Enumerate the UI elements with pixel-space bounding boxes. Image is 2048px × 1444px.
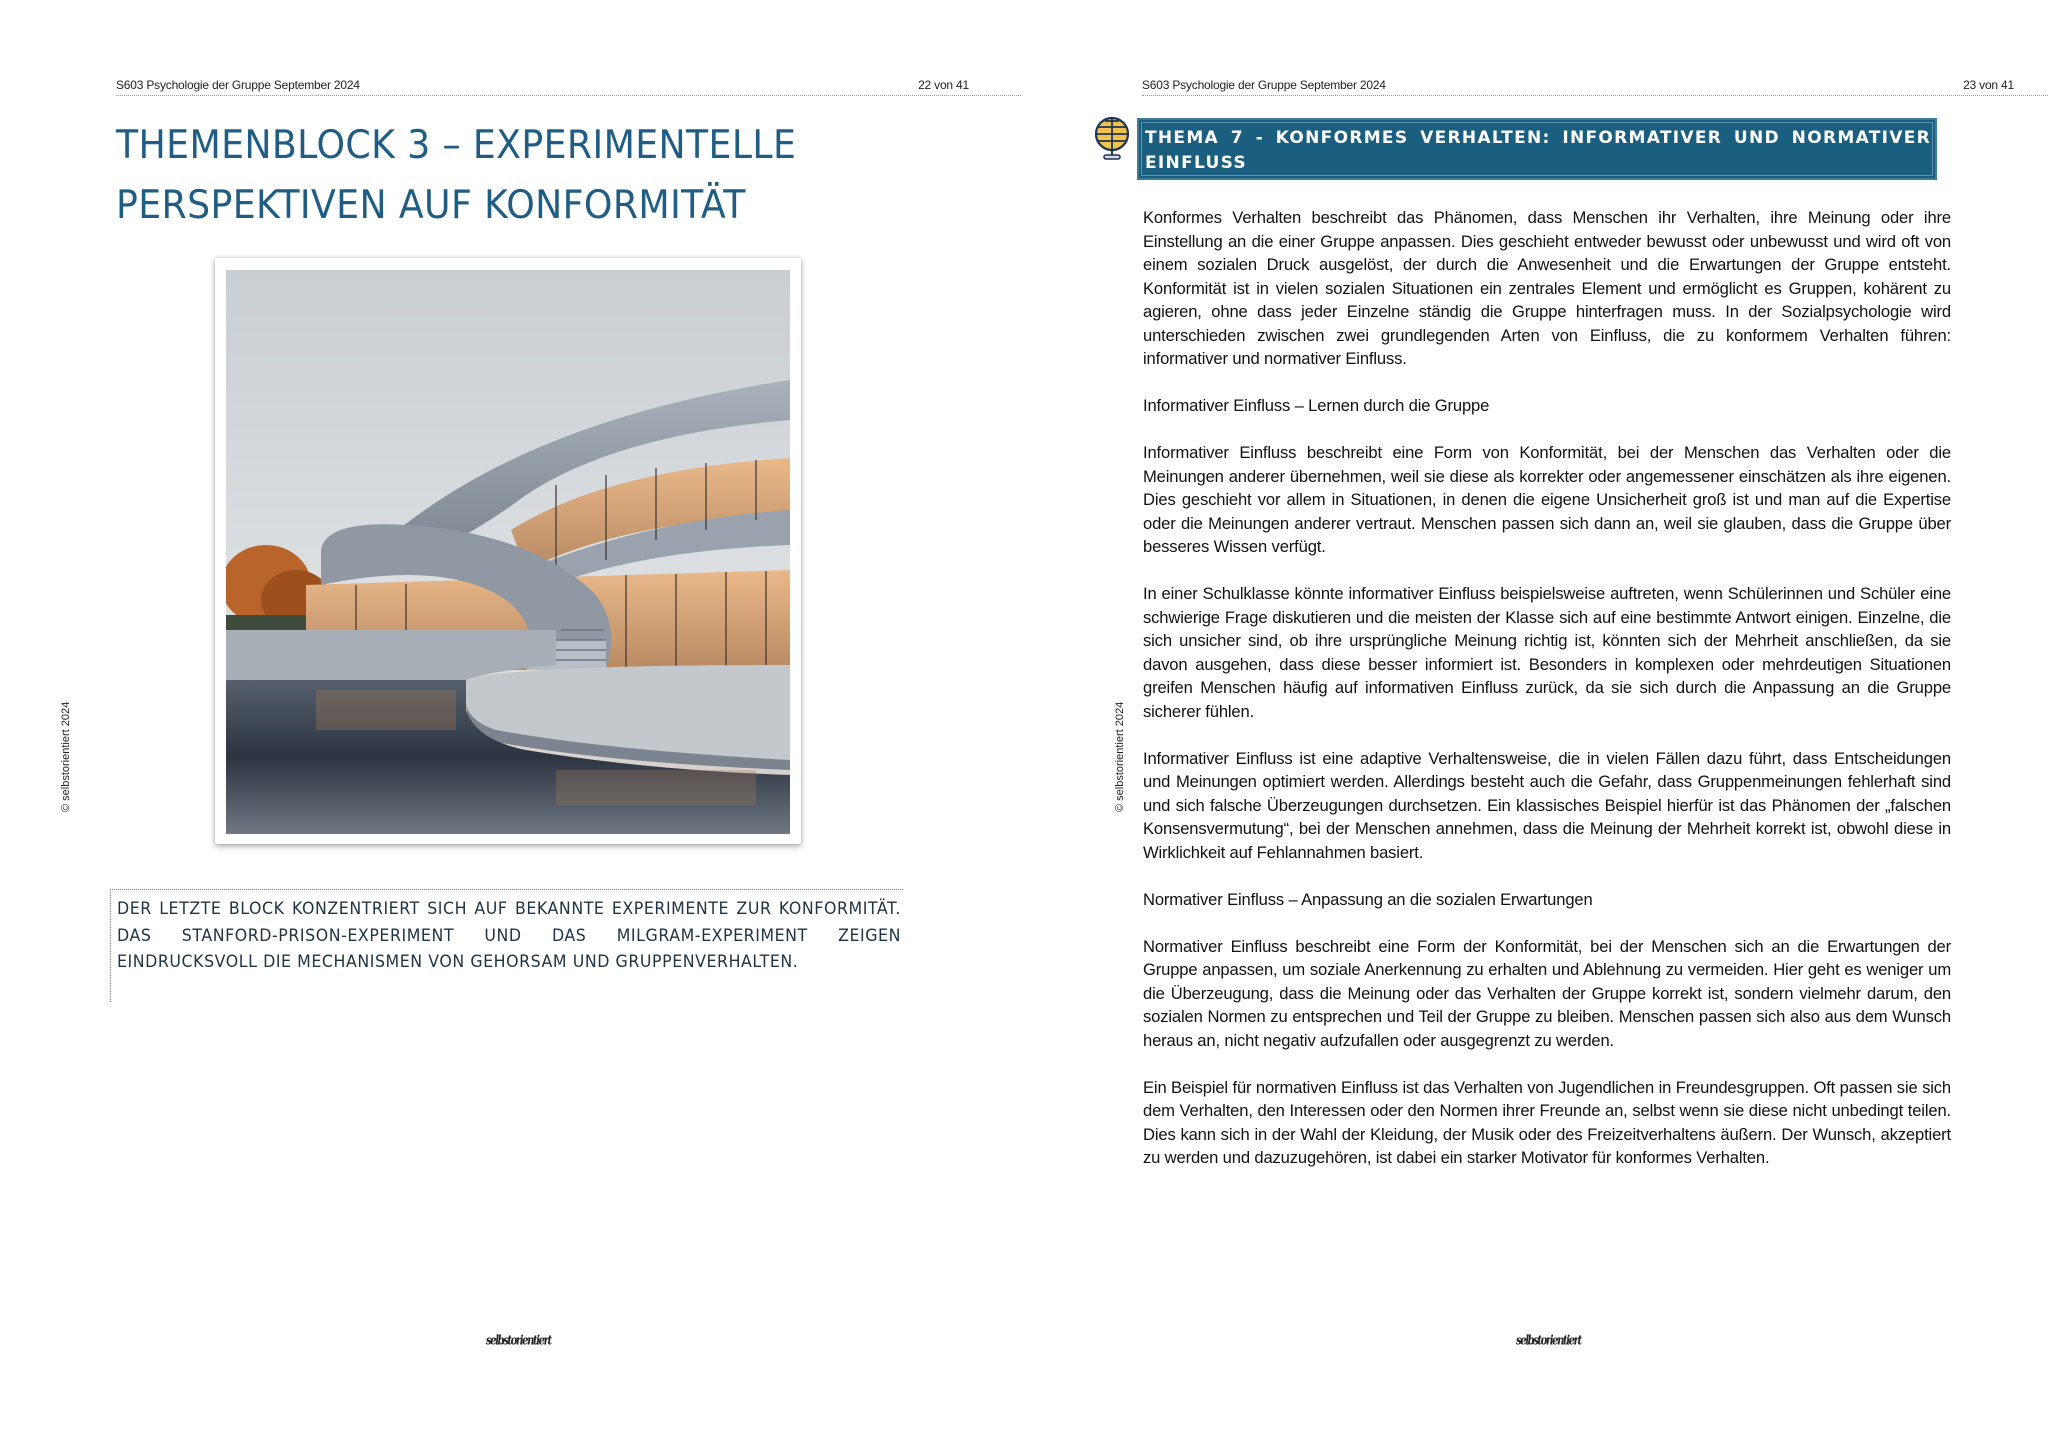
topic-header [1137,118,1937,180]
footer-logo: selbstorientiert [486,1334,551,1349]
globe-icon [1092,115,1132,163]
block-title [116,116,934,236]
topic-title: THEMA 7 - KONFORMES VERHALTEN: INFORMATIVER UND NORMATIVER EINFLUSS [1145,128,1931,173]
intro-text: DER LETZTE BLOCK KONZENTRIERT SICH AUF BEKANNTE EXPERIMENTE ZUR KONFORMITÄT. DAS STANFORD-PRISON-EXPERIMENT UND DAS MILGRAM-EXPERIMENT ZEIGEN EINDRUCKSVOLL DIE MECHANISMEN VON GEHORSAM UND GRUPPENVERHALTEN. [117,899,901,972]
body-text [1143,206,1951,1193]
copyright-label: © selbstorientiert 2024 [1114,701,1126,812]
subheading-informative: Informativer Einfluss – Lernen durch die Gruppe [1143,396,1490,415]
paragraph: In einer Schulklasse könnte informativer Einfluss beispielsweise auftreten, wenn Schülerinnen und Schüler eine schwierige Frage diskutieren und die meisten der Klasse sich auf eine bestimmte Antwort einigen. Einzelne, die sich unsicher sind, ob ihre ursprüngliche Meinung richtig ist, könnten sich der Mehrheit anschließen, da sie davon ausgehen, dass diese besser informiert ist. Besonders in komplexen oder mehrdeutigen Situationen greifen Menschen häufig auf informativen Einfluss zurück, da sie sich durch die Anpassung an die Gruppe sicherer fühlen. [1143,584,1951,721]
running-title: S603 Psychologie der Gruppe September 2024 [116,78,360,92]
running-header [1142,78,2048,96]
paragraph: Informativer Einfluss beschreibt eine Form von Konformität, bei der Menschen das Verhalten oder die Meinungen anderer übernehmen, weil sie diese als korrekter oder angemessener einschätzen als ihre eigenen. Dies geschieht vor allem in Situationen, in denen die eigene Unsicherheit groß ist und man auf die Expertise oder die Meinungen anderer vertraut. Menschen passen sich dann an, weil sie glauben, dass die Gruppe über besseres Wissen verfügt. [1143,443,1951,556]
paragraph-intro: Konformes Verhalten beschreibt das Phänomen, dass Menschen ihr Verhalten, ihre Meinung oder ihre Einstellung an die einer Gruppe anpassen. Dies geschieht entweder bewusst oder unbewusst und wird oft von einem sozialen Druck ausgelöst, der durch die Anwesenheit und die Erwartungen der Gruppe entsteht. Konformität ist in vielen sozialen Situationen ein zentrales Element und ermöglicht es Gruppen, kohärent zu agieren, ohne dass jeder Einzelne ständig die Gruppe hinterfragen muss. In der Sozialpsychologie wird unterschieden zwischen zwei grundlegenden Arten von Einfluss, die zu konformem Verhalten führen: informativer und normativer Einfluss. [1143,208,1951,368]
running-title: S603 Psychologie der Gruppe September 2024 [1142,78,1386,92]
running-header [116,78,1021,96]
footer-logo: selbstorientiert [1516,1334,1581,1349]
paragraph: Normativer Einfluss beschreibt eine Form der Konformität, bei der Menschen sich an die Erwartungen der Gruppe anpassen, um soziale Anerkennung zu erhalten und Ablehnung zu vermeiden. Hier geht es weniger um die Überzeugung, dass die Meinung oder das Verhalten der Gruppe korrekt ist, sondern vielmehr darum, den sozialen Normen zu entsprechen und Teil der Gruppe zu bleiben. Menschen passen sich also aus dem Wunsch heraus an, nicht negativ aufzufallen oder ausgegrenzt zu werden. [1143,936,1951,1050]
architecture-image [226,270,790,834]
hero-image-frame [215,258,801,844]
subheading-normative: Normativer Einfluss – Anpassung an die sozialen Erwartungen [1143,889,1593,909]
intro-callout [110,889,903,1002]
architecture-illustration [226,270,790,834]
block-title-line2: PERSPEKTIVEN AUF KONFORMITÄT [116,183,746,228]
page-number: 23 von 41 [1963,78,2014,92]
page-number: 22 von 41 [918,78,969,92]
page-right [1024,0,2048,1444]
copyright-label: © selbstorientiert 2024 [60,701,72,812]
block-title-line1: THEMENBLOCK 3 – EXPERIMENTELLE [116,123,797,168]
paragraph: Informativer Einfluss ist eine adaptive Verhaltensweise, die in vielen Fällen dazu führt, dass Entscheidungen und Meinungen optimiert werden. Allerdings besteht auch die Gefahr, dass Gruppenmeinungen fehlerhaft sind und sich falsche Überzeugungen durchsetzen. Ein klassisches Beispiel hierfür ist das Phänomen der „falschen Konsensvermutung“, bei der Menschen annehmen, dass die Meinung der Mehrheit korrekt ist, obwohl diese in Wirklichkeit auf Fehlannahmen basiert. [1143,748,1951,862]
paragraph: Ein Beispiel für normativen Einfluss ist das Verhalten von Jugendlichen in Freundesgruppen. Oft passen sie sich dem Verhalten, den Interessen oder den Normen ihrer Freunde an, selbst wenn sie diese nicht unbedingt teilen. Dies kann sich in der Wahl der Kleidung, der Musik oder des Freizeitverhaltens äußern. Der Wunsch, akzeptiert zu werden und dazuzugehören, ist dabei ein starker Motivator für konformes Verhalten. [1143,1077,1951,1167]
